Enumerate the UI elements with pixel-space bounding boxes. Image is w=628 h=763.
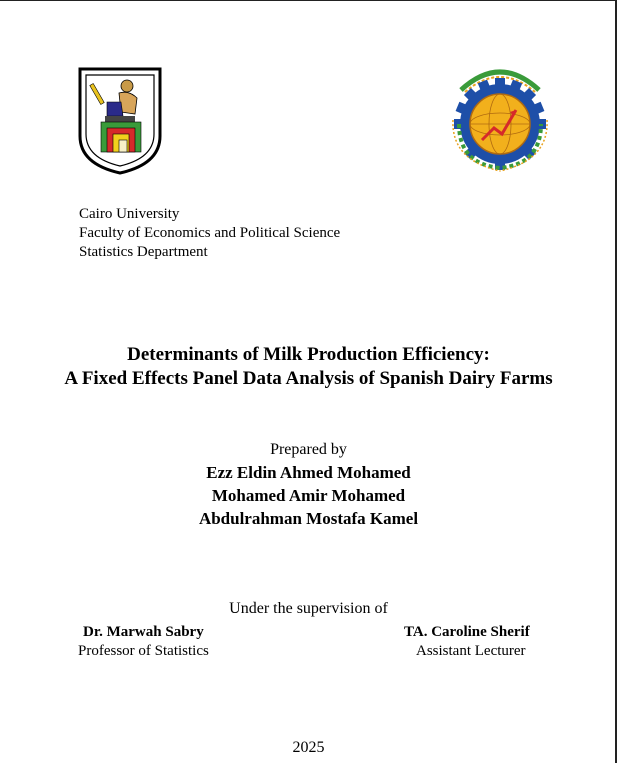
cairo-university-logo — [77, 66, 163, 176]
prepared-by-label: Prepared by — [270, 441, 347, 458]
supervisor-2-name: TA. Caroline Sherif — [404, 624, 530, 640]
author-2: Mohamed Amir Mohamed — [211, 486, 406, 505]
supervisor-2-role: Assistant Lecturer — [416, 643, 526, 659]
year: 2025 — [292, 739, 325, 756]
university-name: Cairo University — [79, 206, 180, 222]
title-line-1: Determinants of Milk Production Efficiency: — [127, 344, 490, 365]
author-1: Ezz Eldin Ahmed Mohamed — [206, 463, 411, 482]
scroll-gutter — [617, 0, 628, 763]
faculty-logo — [447, 60, 553, 172]
supervisor-1-name: Dr. Marwah Sabry — [83, 624, 204, 640]
title-line-2: A Fixed Effects Panel Data Analysis of Spanish Dairy Farms — [64, 368, 553, 389]
supervision-label: Under the supervision of — [229, 600, 388, 617]
author-3: Abdulrahman Mostafa Kamel — [198, 509, 419, 528]
supervisor-1-role: Professor of Statistics — [78, 643, 209, 659]
department-name: Statistics Department — [79, 244, 208, 260]
faculty-name: Faculty of Economics and Political Science — [79, 225, 341, 241]
